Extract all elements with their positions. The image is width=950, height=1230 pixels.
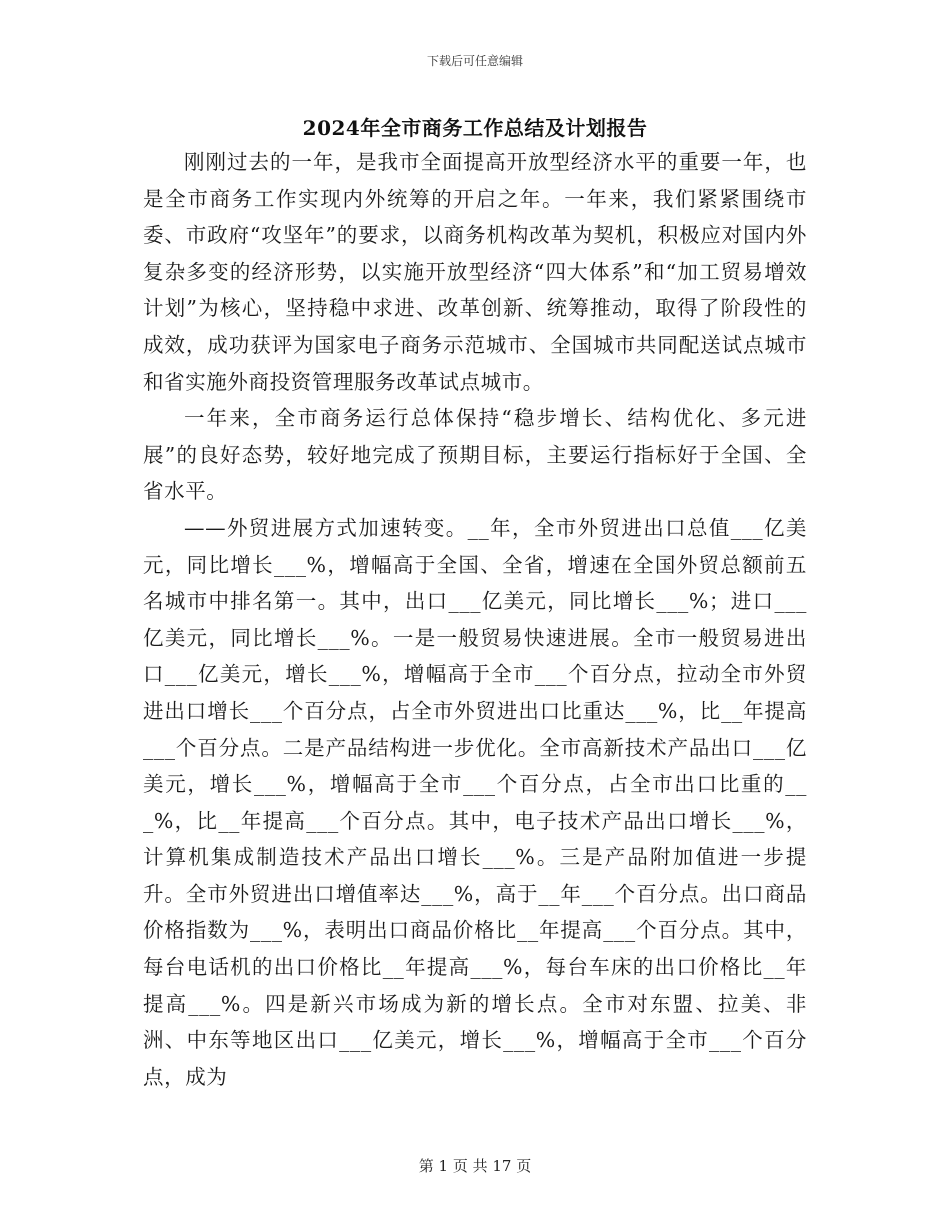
body-paragraph-2: 一年来，全市商务运行总体保持“稳步增长、结构优化、多元进展”的良好态势，较好地完成了预期目标，主要运行指标好于全国、全省水平。 <box>143 406 807 504</box>
body-paragraph-3: ——外贸进展方式加速转变。__年，全市外贸进出口总值___亿美元，同比增长___%，增幅高于全国、全省，增速在全国外贸总额前五名城市中排名第一。其中，出口___亿美元，同比增长___%；进口___亿美元，同比增长___%。一是一般贸易快速进展。全市一般贸易进出口___亿美元，增长___%，增幅高于全市___个百分点，拉动全市外贸进出口增长___个百分点，占全市外贸进出口比重达___%，比__年提高___个百分点。二是产品结构进一步优化。全市高新技术产品出口___亿美元，增长___%，增幅高于全市___个百分点，占全市出口比重的___%，比__年提高___个百分点。其中，电子技术产品出口增长___%，计算机集成制造技术产品出口增长___%。三是产品附加值进一步提升。全市外贸进出口增值率达___%，高于__年___个百分点。出口商品价格指数为___%，表明出口商品价格比__年提高___个百分点。其中，每台电话机的出口价格比__年提高___%，每台车床的出口价格比__年提高___%。四是新兴市场成为新的增长点。全市对东盟、拉美、非洲、中东等地区出口___亿美元，增长___%，增幅高于全市___个百分点，成为 <box>143 515 807 1089</box>
document-body <box>143 144 807 1095</box>
page-header-note: 下载后可任意编辑 <box>426 54 523 68</box>
page-number-footer: 第 1 页 共 17 页 <box>418 1157 532 1175</box>
body-paragraph-1: 刚刚过去的一年，是我市全面提高开放型经济水平的重要一年，也是全市商务工作实现内外统筹的开启之年。一年来，我们紧紧围绕市委、市政府“攻坚年”的要求，以商务机构改革为契机，积极应对国内外复杂多变的经济形势，以实施开放型经济“四大体系”和“加工贸易增效计划”为核心，坚持稳中求进、改革创新、统筹推动，取得了阶段性的成效，成功获评为国家电子商务示范城市、全国城市共同配送试点城市和省实施外商投资管理服务改革试点城市。 <box>143 150 807 394</box>
document-title: 2024年全市商务工作总结及计划报告 <box>302 116 648 140</box>
